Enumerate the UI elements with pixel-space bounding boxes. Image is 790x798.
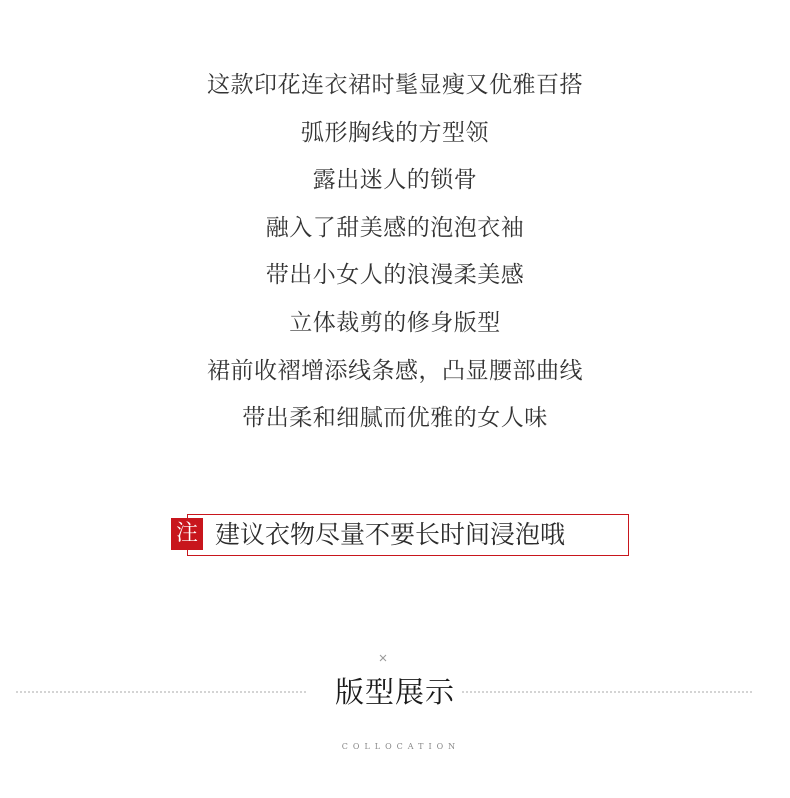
description-line: 带出小女人的浪漫柔美感	[265, 262, 525, 289]
description-line: 立体裁剪的修身版型	[289, 309, 501, 336]
care-note-badge: 注	[171, 518, 203, 550]
cross-icon	[377, 652, 389, 664]
care-note	[171, 514, 631, 558]
description-line: 这款印花连衣裙时髦显瘦又优雅百搭	[207, 72, 583, 98]
section-subtitle: COLLOCATION	[341, 742, 461, 751]
description-line: 裙前收褶增添线条感，凸显腰部曲线	[207, 357, 583, 384]
description-line: 融入了甜美感的泡泡衣袖	[265, 214, 525, 241]
description-line: 带出柔和细腻而优雅的女人味	[242, 405, 548, 432]
description-line: 露出迷人的锁骨	[312, 167, 478, 194]
product-description	[0, 62, 790, 443]
care-note-text: 建议衣物尽量不要长时间浸泡哦	[215, 520, 566, 549]
description-line: 弧形胸线的方型领	[301, 119, 489, 146]
section-header	[0, 650, 790, 730]
section-title: 版型展示	[334, 675, 455, 709]
